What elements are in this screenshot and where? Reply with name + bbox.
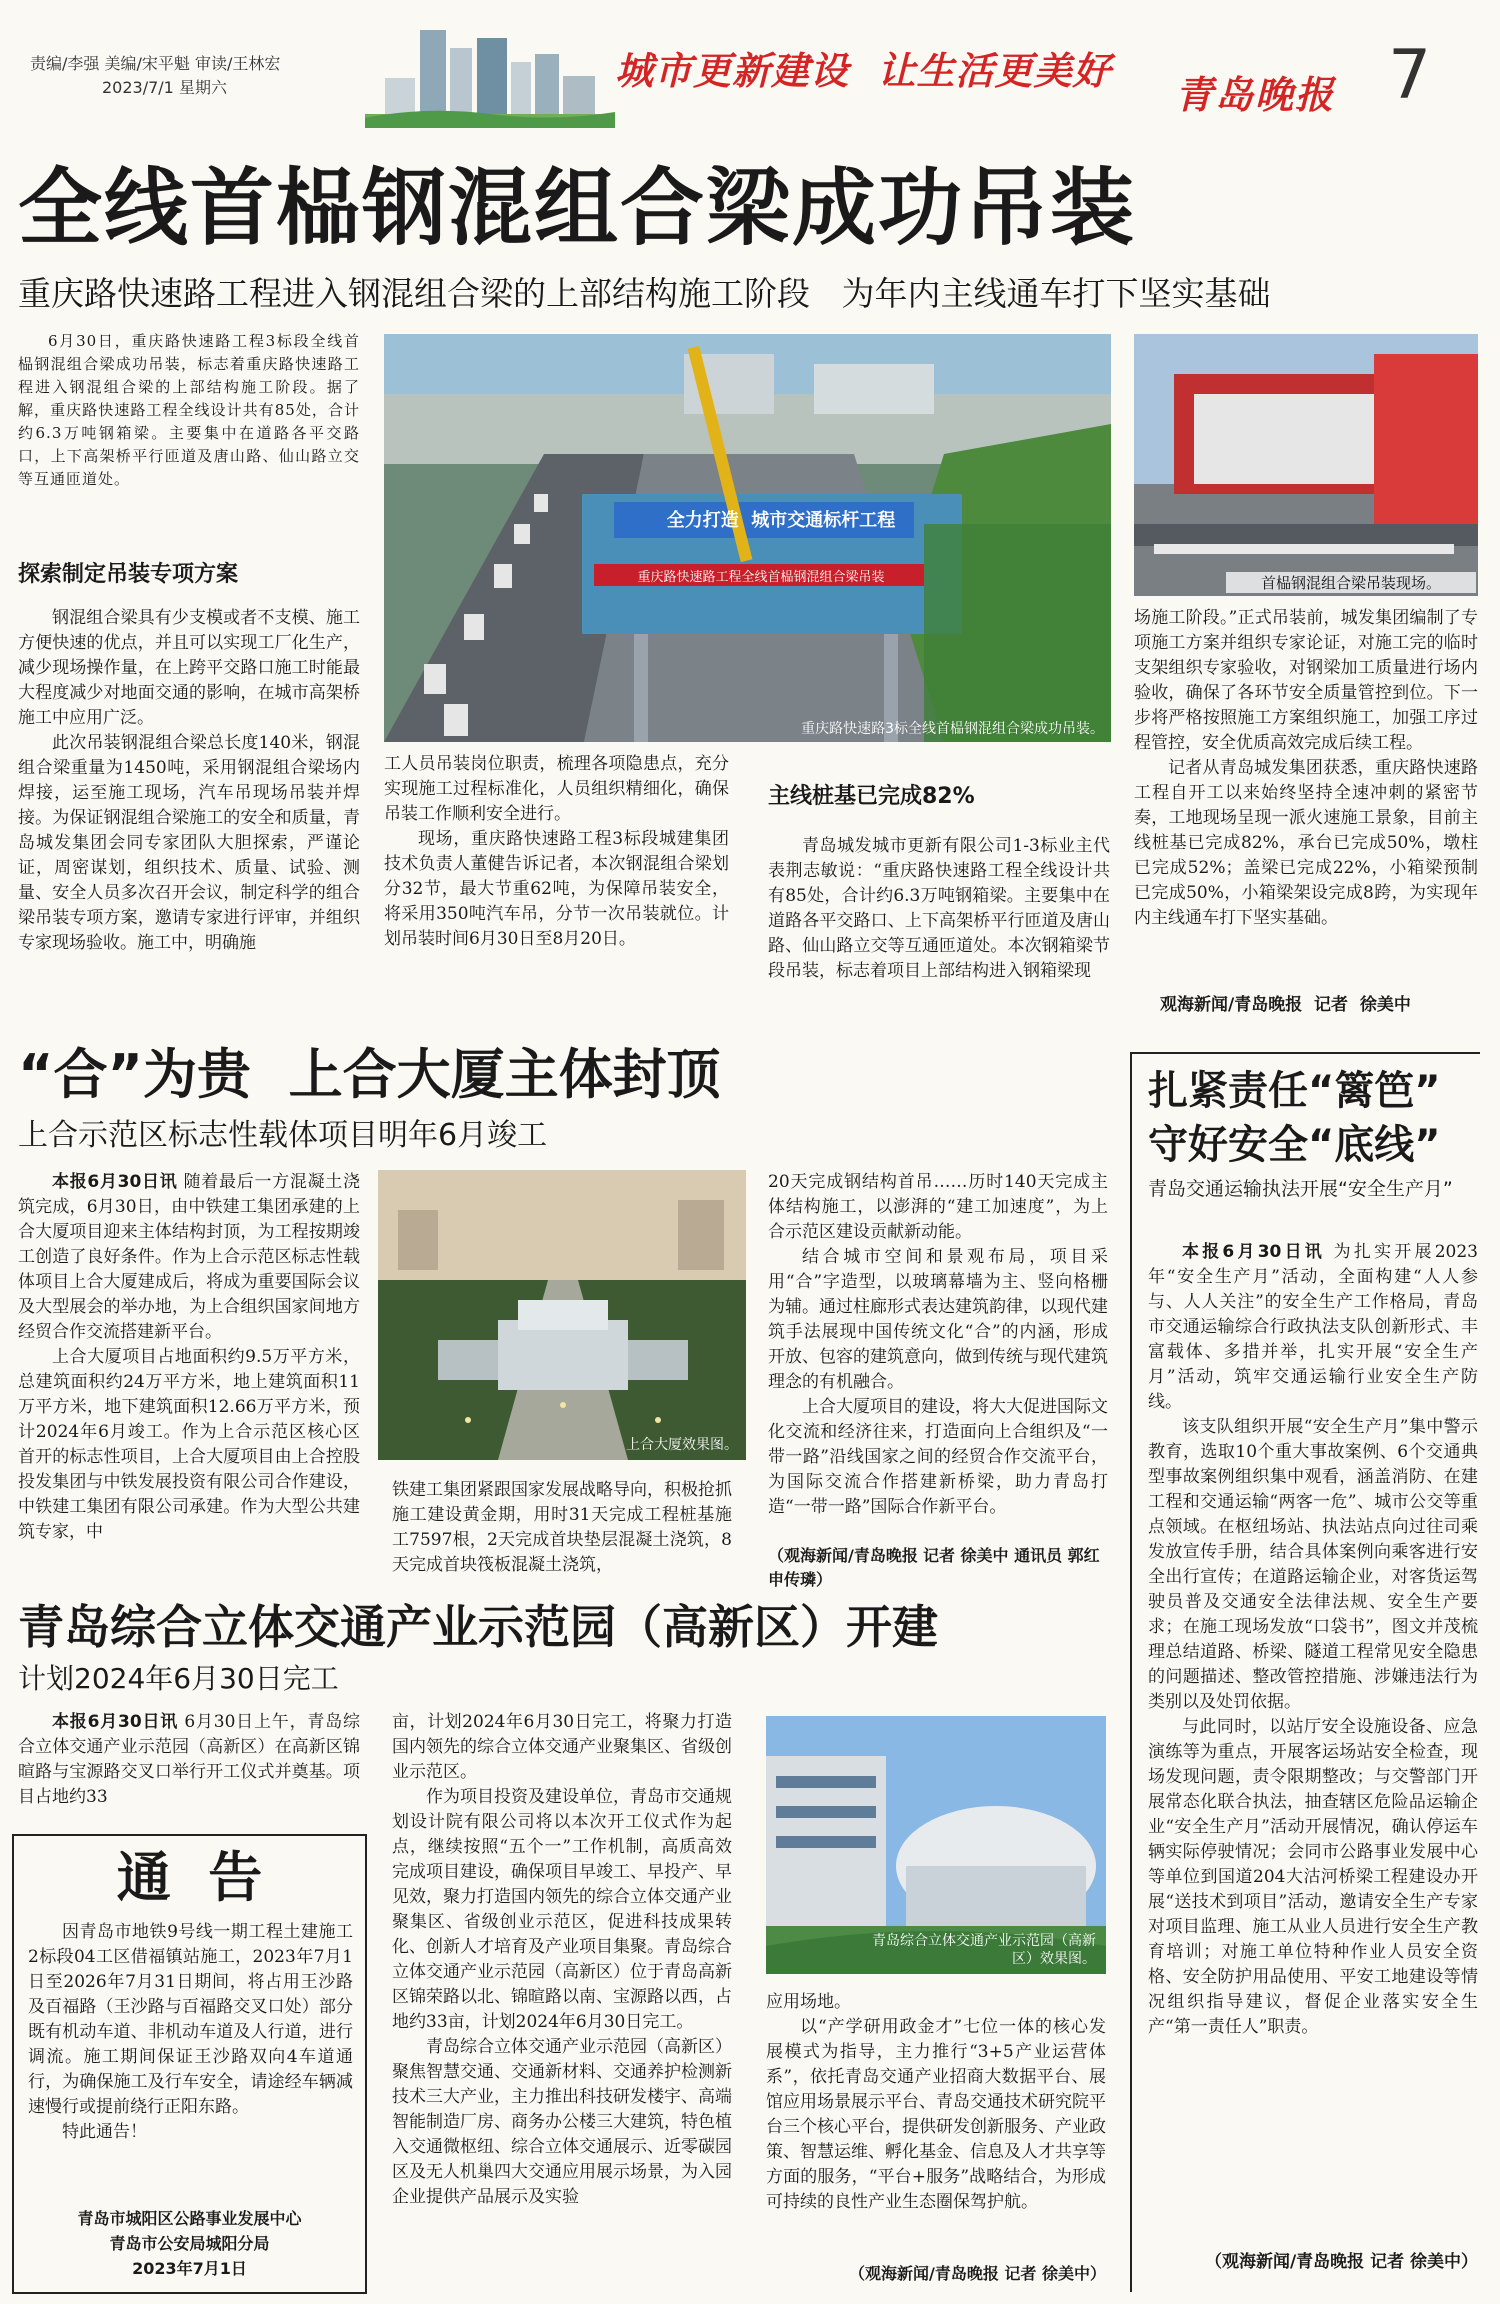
article4-subheadline: 计划2024年6月30日完工 — [18, 1662, 339, 1695]
article1-side-photo-caption: 首榀钢混组合梁吊装现场。 — [1226, 572, 1476, 593]
notice-title: 通 告 — [116, 1845, 263, 1909]
article4-dateline: 本报6月30日讯 — [52, 1712, 179, 1732]
photo-banner-slogan: 全力打造 城市交通标杆工程 — [666, 510, 896, 531]
shanghe-tower-illustration — [378, 1170, 746, 1460]
article1-col3: 青岛城发城市更新有限公司1-3标业主代表荆志敏说：“重庆路快速路工程全线设计共有85处，合计约6.3万吨钢箱梁。主要集中在道路各平交路口、上下高架桥平行匝道及唐山路、仙山路立交等互通匝道处。本次钢箱梁节段吊装，标志着项目上部结构进入钢箱梁现 — [768, 836, 1110, 981]
notice-signer-2: 青岛市公安局城阳分局 — [109, 2234, 270, 2253]
article2-photo — [378, 1170, 746, 1460]
credits-editors: 责编/李强 美编/宋平魁 审读/王林宏 — [30, 54, 281, 73]
notice-signer-1: 青岛市城阳区公路事业发展中心 — [77, 2209, 302, 2228]
city-skyline-icon — [365, 18, 615, 128]
article3-frame-top — [1130, 1052, 1480, 1054]
credits-date: 2023/7/1 星期六 — [102, 78, 227, 97]
article4-col1: 本报6月30日讯 6月30日上午，青岛综合立体交通产业示范园（高新区）在高新区锦暄路与宝源路交叉口举行开工仪式并奠基。项目占地约33 — [18, 1712, 360, 1807]
article1-section2-title: 主线桩基已完成82% — [768, 784, 975, 809]
article4-photo — [766, 1716, 1106, 1974]
article4-col2: 亩，计划2024年6月30日完工，将聚力打造国内领先的综合立体交通产业聚集区、省级创业示范区。 作为项目投资及建设单位，青岛市交通规划设计院有限公司将以本次开工仪式作为起点，继续按照“五个一”工作机制，高质高效完成项目建设，确保项目早竣工、早投产、早见效，聚力打造国内领先的综合立体交通产业聚集区、省级创业示范区，促进科技成果转化、创新人才培育及产业项目集聚。青岛综合立体交通产业示范园（高新区）位于青岛高新区锦荣路以北、锦暄路以南、宝源路以西，占地约33亩，计划2024年6月30日完工。 青岛综合立体交通产业示范园（高新区）聚焦智慧交通、交通新材料、交通养护检测新技术三大产业，主力推出科技研发楼宇、高端智能制造厂房、商务办公楼三大建筑，特色植入交通微枢纽、综合立体交通展示、近零碳园区及无人机巢四大交通应用展示场景，为入园企业提供产品展示及实验 — [392, 1712, 732, 2207]
paper-name: 青岛晚报 — [1175, 72, 1336, 117]
article2-photo-caption: 上合大厦效果图。 — [626, 1437, 738, 1453]
article2-col1: 本报6月30日讯 随着最后一方混凝土浇筑完成，6月30日，由中铁建工集团承建的上合大厦项目迎来主体结构封顶，为工程按期竣工创造了良好条件。作为上合示范区标志性载体项目上合大厦建成后，将成为重要国际会议及大型展会的举办地，为上合组织国家间地方经贸合作交流搭建新平台。 上合大厦项目占地面积约9.5万平方米，总建筑面积约24万平方米，地上建筑面积11万平方米，地下建筑面积12.66万平方米，预计2024年6月竣工。作为上合示范区核心区首开的标志性项目，上合大厦项目由上合控股投发集团与中铁发展投资有限公司合作建设，中铁建工集团有限公司承建。作为大型公共建筑专家，中 — [18, 1172, 360, 1542]
article4-col3: 应用场地。 以“产学研用政金才”七位一体的核心发展模式为指导，主力推行“3+5产业运营体系”，依托青岛交通产业招商大数据平台、展馆应用场景展示平台、青岛交通技术研究院平台三个核心平台，提供研发创新服务、产业政策、智慧运维、孵化基金、信息及人才共享等方面的服务，“平台+服务”战略结合，为形成可持续的良性产业生态圈保驾护航。 — [766, 1992, 1106, 2212]
article1-subheadline: 重庆路快速路工程进入钢混组合梁的上部结构施工阶段 为年内主线通车打下坚实基础 — [18, 274, 1271, 313]
article1-side-photo — [1134, 334, 1478, 596]
article1-section1-title: 探索制定吊装专项方案 — [18, 562, 239, 587]
article2-col3: 20天完成钢结构首吊……历时140天完成主体结构施工，以澎湃的“建工加速度”，为上合示范区建设贡献新动能。 结合城市空间和景观布局，项目采用“合”字造型，以玻璃幕墙为主、竖向格栅为辅。通过柱廊形式表达建筑韵律，以现代建筑手法展现中国传统文化“合”的内涵，形成开放、包容的建筑意向，做到传统与现代建筑理念的有机融合。 上合大厦项目的建设，将大大促进国际文化交流和经济往来，打造面向上合组织及“一带一路”沿线国家之间的经贸合作交流平台，为国际交流合作搭建新桥梁，助力青岛打造“一带一路”国际合作新平台。 — [768, 1172, 1108, 1517]
page-number: 7 — [1388, 36, 1432, 115]
notice-box — [12, 1834, 367, 2294]
article3-frame-left — [1130, 1052, 1132, 2292]
article4-byline: （观海新闻/青岛晚报 记者 徐美中） — [849, 2264, 1106, 2283]
article2-dateline: 本报6月30日讯 — [52, 1172, 178, 1192]
article3-dateline: 本报6月30日讯 — [1182, 1242, 1326, 1262]
article1-col1: 钢混组合梁具有少支模或者不支模、施工方便快速的优点，并且可以实现工厂化生产，减少现场操作量，在上跨平交路口施工时能最大程度减少对地面交通的影响，在城市高架桥施工中应用广泛。 此次吊装钢混组合梁总长度140米，钢混组合梁重量为1450吨，采用钢混组合梁场内焊接，运至施工现场，汽车吊现场吊装并焊接。为保证钢混组合梁施工的安全和质量，青岛城发集团会同专家团队大胆探索，严谨论证，周密谋划，组织技术、质量、试验、测量、安全人员多次召开会议，制定科学的组合梁吊装专项方案，邀请专家进行评审，并组织专家现场验收。施工中，明确施 — [18, 608, 360, 953]
article3-byline: （观海新闻/青岛晚报 记者 徐美中） — [1204, 2252, 1478, 2272]
steel-girder-illustration — [1134, 334, 1478, 596]
notice-closing: 特此通告！ — [62, 2122, 147, 2142]
notice-body: 因青岛市地铁9号线一期工程土建施工2标段04工区借福镇站施工，2023年7月1日至2026年7月31日期间，将占用王沙路及百福路（王沙路与百福路交叉口处）部分既有机动车道、非机动车道及人行道，进行调流。施工期间保证王沙路双向4车道通行，为确保施工及行车安全，请途经车辆减速慢行或提前绕行正阳东路。 特此通告！ — [28, 1920, 353, 2160]
article3-body: 本报6月30日讯 为扎实开展2023年“安全生产月”活动，全面构建“人人参与、人人关注”的安全生产工作格局，青岛市交通运输综合行政执法支队创新形式、丰富载体、多措并举，扎实开展“安全生产月”活动，筑牢交通运输行业安全生产防线。 该支队组织开展“安全生产月”集中警示教育，选取10个重大事故案例、6个交通典型事故案例组织集中观看，涵盖消防、在建工程和交通运输“两客一危”、城市公交等重点领域。在枢纽场站、执法站点向过往司乘发放宣传手册，结合具体案例向乘客进行安全出行宣传；在道路运输企业，对客货运驾驶员普及交通安全法律法规、安全生产要求；在施工现场发放“口袋书”，图文并茂梳理总结道路、桥梁、隧道工程常见安全隐患的问题描述、整改管控措施、涉嫌违法行为类别以及处罚依据。 与此同时，以站厅安全设施设备、应急演练等为重点，开展客运场站安全检查，现场发现问题，责令限期整改；与交警部门开展常态化联合执法，抽查辖区危险品运输企业“安全生产月”活动开展情况，确认停运车辆实际停驶情况；会同市公路事业发展中心等单位到国道204大沽河桥梁工程建设办开展“送技术到项目”活动，邀请安全生产专家对项目监理、施工从业人员进行安全生产教育培训；对施工单位特种作业人员安全资格、安全防护用品使用、平安工地建设等情况组织指导建议，督促企业落实安全生产“第一责任人”职责。 — [1148, 1242, 1478, 2037]
article4-photo-caption: 青岛综合立体交通产业示范园（高新区）效果图。 — [872, 1933, 1096, 1967]
credits — [30, 52, 360, 100]
notice-signers — [14, 2206, 365, 2281]
slogan: 城市更新建设 让生活更美好 — [615, 49, 1112, 93]
photo-banner-event: 重庆路快速路工程全线首榀钢混组合梁吊装 — [637, 570, 885, 585]
article2-byline: （观海新闻/青岛晚报 记者 徐美中 通讯员 郭红 申传璘） — [768, 1546, 1100, 1589]
article1-lead: 6月30日，重庆路快速路工程3标段全线首榀钢混组合梁成功吊装，标志着重庆路快速路工程进入钢混组合梁的上部结构施工阶段。据了解，重庆路快速路工程全线设计共有85处，合计约6.3万吨钢箱梁。主要集中在道路各平交路口，上下高架桥平行匝道及唐山路、仙山路立交等互通匝道处。 — [18, 332, 360, 488]
article1-col2: 工人员吊装岗位职责，梳理各项隐患点，充分实现施工过程标准化，人员组织精细化，确保吊装工作顺利安全进行。 现场，重庆路快速路工程3标段城建集团技术负责人董健告诉记者，本次钢混组合梁划分32节，最大节重62吨，为保障吊装安全，将采用350吨汽车吊，分节一次吊装就位。计划吊装时间6月30日至8月20日。 — [384, 754, 729, 949]
article1-main-photo-caption: 重庆路快速路3标全线首榀钢混组合梁成功吊装。 — [801, 721, 1104, 737]
article2-headline: “合”为贵 上合大厦主体封顶 — [18, 1043, 721, 1106]
article1-byline: 观海新闻/青岛晚报 记者 徐美中 — [1160, 995, 1411, 1015]
article3-headline: 扎紧责任“篱笆” 守好安全“底线” — [1148, 1068, 1441, 1168]
bridge-construction-illustration — [384, 334, 1111, 742]
article3-subheadline: 青岛交通运输执法开展“安全生产月” — [1148, 1178, 1453, 1200]
article1-main-photo — [384, 334, 1111, 742]
notice-date: 2023年7月1日 — [132, 2259, 247, 2278]
article2-subheadline: 上合示范区标志性载体项目明年6月竣工 — [18, 1118, 548, 1153]
article1-col4: 场施工阶段。”正式吊装前，城发集团编制了专项施工方案并组织专家论证，对施工完的临时支架组织专家验收，对钢梁加工质量进行场内验收，确保了各环节安全质量管控到位。下一步将严格按照施工方案组织施工，加强工序过程管控，安全优质高效完成后续工程。 记者从青岛城发集团获悉，重庆路快速路工程自开工以来始终坚持全速冲刺的紧密节奏，工地现场呈现一派火速施工景象，目前主线桩基已完成82%，承台已完成50%，墩柱已完成52%；盖梁已完成22%，小箱梁预制已完成50%，小箱梁架设完成8跨，为实现年内主线通车打下坚实基础。 — [1134, 608, 1478, 928]
article2-col2: 铁建工集团紧跟国家发展战略导向，积极抢抓施工建设黄金期，用时31天完成工程桩基施工7597根，2天完成首块垫层混凝土浇筑，8天完成首块筏板混凝土浇筑， — [392, 1480, 732, 1575]
article4-headline: 青岛综合立体交通产业示范园（高新区）开建 — [18, 1600, 938, 1654]
article1-headline: 全线首榀钢混组合梁成功吊装 — [18, 159, 1137, 257]
